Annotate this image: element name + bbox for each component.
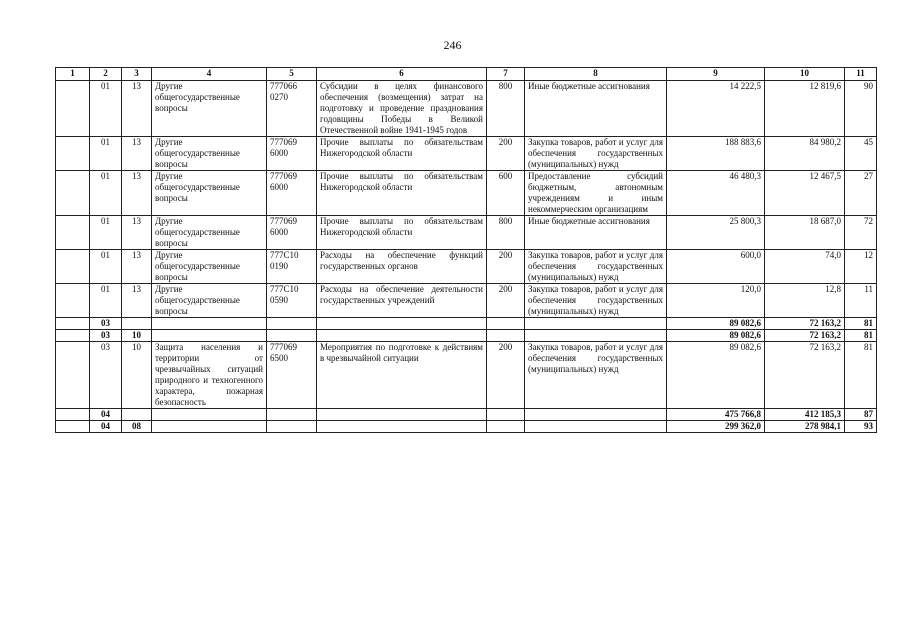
- table-row: [56, 342, 877, 409]
- cell-col1: [56, 421, 90, 433]
- cell-expense-type: 800: [487, 81, 525, 137]
- cell-expense-type: 200: [487, 342, 525, 409]
- cell-target-code: 777069 6000: [267, 171, 317, 216]
- cell-plan-amount: 89 082,6: [667, 330, 765, 342]
- column-header: 8: [525, 68, 667, 81]
- cell-actual-amount: 74,0: [765, 250, 845, 284]
- cell-section: 01: [90, 137, 122, 171]
- cell-plan-amount: 475 766,8: [667, 409, 765, 421]
- cell-percent: 81: [845, 330, 877, 342]
- cell-section: 03: [90, 318, 122, 330]
- header-row: [56, 68, 877, 81]
- cell-col1: [56, 330, 90, 342]
- cell-section: 04: [90, 409, 122, 421]
- cell-percent: 45: [845, 137, 877, 171]
- cell-expense-name: [317, 318, 487, 330]
- cell-plan-amount: 188 883,6: [667, 137, 765, 171]
- cell-percent: 72: [845, 216, 877, 250]
- cell-actual-amount: 72 163,2: [765, 330, 845, 342]
- cell-col1: [56, 216, 90, 250]
- cell-expense-type-name: [525, 421, 667, 433]
- column-header: 11: [845, 68, 877, 81]
- cell-actual-amount: 278 984,1: [765, 421, 845, 433]
- cell-expense-type: [487, 421, 525, 433]
- cell-expense-type: 200: [487, 250, 525, 284]
- cell-section-name: Другие общегосударственные вопросы: [152, 216, 267, 250]
- cell-expense-name: Прочие выплаты по обязательствам Нижегородской области: [317, 137, 487, 171]
- cell-target-code: 777066 0270: [267, 81, 317, 137]
- cell-col1: [56, 250, 90, 284]
- cell-subsection: 13: [122, 137, 152, 171]
- cell-plan-amount: 89 082,6: [667, 342, 765, 409]
- cell-subsection: 13: [122, 216, 152, 250]
- column-header: 1: [56, 68, 90, 81]
- cell-percent: 81: [845, 318, 877, 330]
- cell-section-name: [152, 421, 267, 433]
- cell-percent: 11: [845, 284, 877, 318]
- cell-section: 03: [90, 342, 122, 409]
- cell-col1: [56, 409, 90, 421]
- cell-percent: 12: [845, 250, 877, 284]
- cell-section-name: Другие общегосударственные вопросы: [152, 137, 267, 171]
- cell-col1: [56, 171, 90, 216]
- column-header: 2: [90, 68, 122, 81]
- cell-expense-name: Расходы на обеспечение деятельности государственных учреждений: [317, 284, 487, 318]
- cell-expense-name: Расходы на обеспечение функций государственных органов: [317, 250, 487, 284]
- total-row: [56, 318, 877, 330]
- cell-expense-type-name: [525, 409, 667, 421]
- cell-expense-type-name: Закупка товаров, работ и услуг для обеспечения государственных (муниципальных) нужд: [525, 284, 667, 318]
- cell-expense-type: [487, 318, 525, 330]
- cell-section: 01: [90, 171, 122, 216]
- cell-target-code: [267, 330, 317, 342]
- cell-target-code: [267, 421, 317, 433]
- cell-plan-amount: 120,0: [667, 284, 765, 318]
- cell-plan-amount: 299 362,0: [667, 421, 765, 433]
- cell-actual-amount: 12 819,6: [765, 81, 845, 137]
- cell-expense-type-name: Закупка товаров, работ и услуг для обеспечения государственных (муниципальных) нужд: [525, 342, 667, 409]
- cell-actual-amount: 412 185,3: [765, 409, 845, 421]
- cell-section-name: Другие общегосударственные вопросы: [152, 284, 267, 318]
- cell-subsection: [122, 409, 152, 421]
- cell-section-name: Другие общегосударственные вопросы: [152, 250, 267, 284]
- cell-subsection: [122, 318, 152, 330]
- cell-expense-name: Мероприятия по подготовке к действиям в чрезвычайной ситуации: [317, 342, 487, 409]
- cell-col1: [56, 81, 90, 137]
- cell-subsection: 10: [122, 342, 152, 409]
- cell-target-code: 777069 6500: [267, 342, 317, 409]
- total-row: [56, 409, 877, 421]
- cell-subsection: 13: [122, 81, 152, 137]
- cell-section: 01: [90, 250, 122, 284]
- cell-expense-type-name: [525, 318, 667, 330]
- cell-col1: [56, 342, 90, 409]
- table-row: [56, 250, 877, 284]
- cell-section: 04: [90, 421, 122, 433]
- cell-expense-name: Прочие выплаты по обязательствам Нижегородской области: [317, 171, 487, 216]
- cell-subsection: 13: [122, 250, 152, 284]
- cell-section-name: [152, 318, 267, 330]
- cell-section-name: [152, 330, 267, 342]
- cell-expense-name: Прочие выплаты по обязательствам Нижегородской области: [317, 216, 487, 250]
- cell-actual-amount: 84 980,2: [765, 137, 845, 171]
- cell-subsection: 13: [122, 284, 152, 318]
- cell-section-name: Другие общегосударственные вопросы: [152, 81, 267, 137]
- cell-target-code: [267, 409, 317, 421]
- total-row: [56, 421, 877, 433]
- cell-section: 01: [90, 81, 122, 137]
- cell-actual-amount: 18 687,0: [765, 216, 845, 250]
- cell-plan-amount: 89 082,6: [667, 318, 765, 330]
- cell-expense-type-name: [525, 330, 667, 342]
- cell-col1: [56, 284, 90, 318]
- table-row: [56, 137, 877, 171]
- cell-expense-type: 600: [487, 171, 525, 216]
- cell-expense-type-name: Закупка товаров, работ и услуг для обеспечения государственных (муниципальных) нужд: [525, 137, 667, 171]
- column-header: 7: [487, 68, 525, 81]
- cell-actual-amount: 12,8: [765, 284, 845, 318]
- total-row: [56, 330, 877, 342]
- cell-expense-name: [317, 421, 487, 433]
- cell-expense-type: 200: [487, 137, 525, 171]
- cell-subsection: 10: [122, 330, 152, 342]
- page-number: 246: [443, 38, 462, 52]
- cell-expense-type-name: Иные бюджетные ассигнования: [525, 216, 667, 250]
- table-row: [56, 81, 877, 137]
- cell-actual-amount: 72 163,2: [765, 318, 845, 330]
- cell-plan-amount: 600,0: [667, 250, 765, 284]
- cell-plan-amount: 46 480,3: [667, 171, 765, 216]
- column-header: 4: [152, 68, 267, 81]
- cell-target-code: 777С10 0590: [267, 284, 317, 318]
- cell-expense-type: [487, 330, 525, 342]
- table-row: [56, 216, 877, 250]
- table-row: [56, 171, 877, 216]
- cell-expense-type-name: Закупка товаров, работ и услуг для обеспечения государственных (муниципальных) нужд: [525, 250, 667, 284]
- cell-section-name: Другие общегосударственные вопросы: [152, 171, 267, 216]
- cell-section: 01: [90, 284, 122, 318]
- cell-section-name: [152, 409, 267, 421]
- column-header: 10: [765, 68, 845, 81]
- cell-expense-type: 200: [487, 284, 525, 318]
- cell-percent: 81: [845, 342, 877, 409]
- cell-target-code: 777069 6000: [267, 137, 317, 171]
- cell-expense-type-name: Иные бюджетные ассигнования: [525, 81, 667, 137]
- cell-percent: 27: [845, 171, 877, 216]
- cell-target-code: 777069 6000: [267, 216, 317, 250]
- cell-section: 03: [90, 330, 122, 342]
- cell-subsection: 08: [122, 421, 152, 433]
- cell-target-code: [267, 318, 317, 330]
- cell-expense-name: Субсидии в целях финансового обеспечения (возмещения) затрат на подготовку и проведение празднования годовщины Победы в Великой Отечественной войне 1941-1945 годов: [317, 81, 487, 137]
- column-header: 9: [667, 68, 765, 81]
- cell-actual-amount: 12 467,5: [765, 171, 845, 216]
- cell-col1: [56, 318, 90, 330]
- budget-table: [55, 67, 877, 433]
- cell-percent: 93: [845, 421, 877, 433]
- cell-col1: [56, 137, 90, 171]
- table-row: [56, 284, 877, 318]
- cell-percent: 90: [845, 81, 877, 137]
- cell-subsection: 13: [122, 171, 152, 216]
- cell-plan-amount: 14 222,5: [667, 81, 765, 137]
- cell-percent: 87: [845, 409, 877, 421]
- cell-expense-name: [317, 409, 487, 421]
- cell-expense-name: [317, 330, 487, 342]
- cell-expense-type: [487, 409, 525, 421]
- cell-expense-type-name: Предоставление субсидий бюджетным, автономным учреждениям и иным некоммерческим организациям: [525, 171, 667, 216]
- cell-expense-type: 800: [487, 216, 525, 250]
- cell-target-code: 777С10 0190: [267, 250, 317, 284]
- column-header: 3: [122, 68, 152, 81]
- cell-section: 01: [90, 216, 122, 250]
- cell-section-name: Защита населения и территории от чрезвычайных ситуаций природного и техногенного характера, пожарная безопасность: [152, 342, 267, 409]
- column-header: 6: [317, 68, 487, 81]
- cell-plan-amount: 25 800,3: [667, 216, 765, 250]
- cell-actual-amount: 72 163,2: [765, 342, 845, 409]
- column-header: 5: [267, 68, 317, 81]
